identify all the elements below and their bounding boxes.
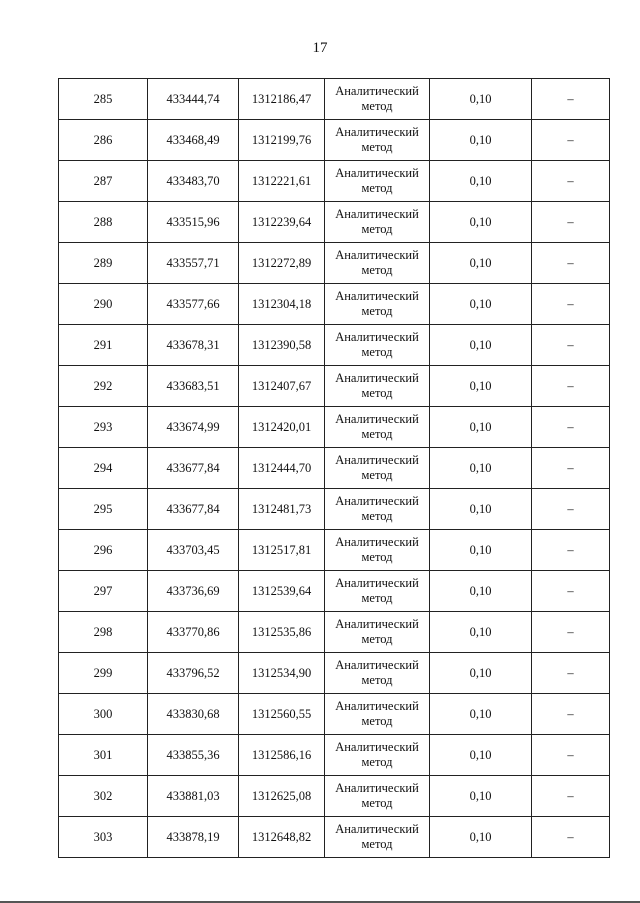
y-coordinate-cell: 1312239,64 <box>239 202 325 243</box>
point-number-cell: 287 <box>59 161 148 202</box>
method-line-1: Аналитический <box>335 207 419 221</box>
accuracy-cell: 0,10 <box>430 325 532 366</box>
table-row <box>59 325 610 366</box>
accuracy-cell: 0,10 <box>430 284 532 325</box>
point-number-cell: 290 <box>59 284 148 325</box>
method-cell <box>325 817 430 858</box>
method-line-2: метод <box>361 181 393 195</box>
method-line-2: метод <box>361 673 393 687</box>
x-coordinate-cell: 433468,49 <box>148 120 239 161</box>
table-row <box>59 653 610 694</box>
x-coordinate-cell: 433444,74 <box>148 79 239 120</box>
method-line-1: Аналитический <box>335 166 419 180</box>
coordinates-table-body <box>59 79 610 858</box>
method-line-2: метод <box>361 509 393 523</box>
point-number-cell: 286 <box>59 120 148 161</box>
accuracy-cell: 0,10 <box>430 653 532 694</box>
method-line-1: Аналитический <box>335 822 419 836</box>
table-row <box>59 612 610 653</box>
method-cell <box>325 407 430 448</box>
method-line-1: Аналитический <box>335 576 419 590</box>
table-row <box>59 161 610 202</box>
method-cell <box>325 571 430 612</box>
method-line-2: метод <box>361 263 393 277</box>
y-coordinate-cell: 1312586,16 <box>239 735 325 776</box>
coordinates-table <box>58 78 610 858</box>
table-row <box>59 243 610 284</box>
method-cell <box>325 243 430 284</box>
method-cell <box>325 776 430 817</box>
method-line-2: метод <box>361 468 393 482</box>
table-row <box>59 817 610 858</box>
x-coordinate-cell: 433674,99 <box>148 407 239 448</box>
y-coordinate-cell: 1312625,08 <box>239 776 325 817</box>
y-coordinate-cell: 1312539,64 <box>239 571 325 612</box>
point-number-cell: 294 <box>59 448 148 489</box>
y-coordinate-cell: 1312517,81 <box>239 530 325 571</box>
y-coordinate-cell: 1312407,67 <box>239 366 325 407</box>
method-cell <box>325 694 430 735</box>
x-coordinate-cell: 433770,86 <box>148 612 239 653</box>
point-number-cell: 296 <box>59 530 148 571</box>
y-coordinate-cell: 1312560,55 <box>239 694 325 735</box>
page-number: 17 <box>312 40 328 56</box>
method-cell <box>325 120 430 161</box>
method-cell <box>325 735 430 776</box>
note-cell: – <box>532 161 610 202</box>
method-cell <box>325 530 430 571</box>
method-line-1: Аналитический <box>335 781 419 795</box>
y-coordinate-cell: 1312390,58 <box>239 325 325 366</box>
x-coordinate-cell: 433830,68 <box>148 694 239 735</box>
point-number-cell: 298 <box>59 612 148 653</box>
y-coordinate-cell: 1312221,61 <box>239 161 325 202</box>
method-cell <box>325 161 430 202</box>
point-number-cell: 292 <box>59 366 148 407</box>
note-cell: – <box>532 366 610 407</box>
table-row <box>59 284 610 325</box>
accuracy-cell: 0,10 <box>430 776 532 817</box>
method-line-1: Аналитический <box>335 740 419 754</box>
note-cell: – <box>532 284 610 325</box>
table-row <box>59 776 610 817</box>
y-coordinate-cell: 1312304,18 <box>239 284 325 325</box>
method-line-2: метод <box>361 99 393 113</box>
method-line-2: метод <box>361 427 393 441</box>
method-line-2: метод <box>361 591 393 605</box>
note-cell: – <box>532 612 610 653</box>
method-line-1: Аналитический <box>335 453 419 467</box>
note-cell: – <box>532 489 610 530</box>
y-coordinate-cell: 1312534,90 <box>239 653 325 694</box>
method-cell <box>325 612 430 653</box>
accuracy-cell: 0,10 <box>430 243 532 284</box>
note-cell: – <box>532 694 610 735</box>
y-coordinate-cell: 1312481,73 <box>239 489 325 530</box>
x-coordinate-cell: 433703,45 <box>148 530 239 571</box>
point-number-cell: 299 <box>59 653 148 694</box>
table-row <box>59 694 610 735</box>
point-number-cell: 300 <box>59 694 148 735</box>
method-line-2: метод <box>361 140 393 154</box>
table-row <box>59 366 610 407</box>
x-coordinate-cell: 433683,51 <box>148 366 239 407</box>
method-line-1: Аналитический <box>335 371 419 385</box>
accuracy-cell: 0,10 <box>430 120 532 161</box>
x-coordinate-cell: 433736,69 <box>148 571 239 612</box>
note-cell: – <box>532 735 610 776</box>
accuracy-cell: 0,10 <box>430 448 532 489</box>
method-cell <box>325 366 430 407</box>
accuracy-cell: 0,10 <box>430 202 532 243</box>
note-cell: – <box>532 571 610 612</box>
note-cell: – <box>532 653 610 694</box>
x-coordinate-cell: 433577,66 <box>148 284 239 325</box>
accuracy-cell: 0,10 <box>430 366 532 407</box>
accuracy-cell: 0,10 <box>430 817 532 858</box>
y-coordinate-cell: 1312648,82 <box>239 817 325 858</box>
method-line-2: метод <box>361 345 393 359</box>
table-row <box>59 448 610 489</box>
table-row <box>59 735 610 776</box>
note-cell: – <box>532 243 610 284</box>
note-cell: – <box>532 407 610 448</box>
point-number-cell: 293 <box>59 407 148 448</box>
y-coordinate-cell: 1312444,70 <box>239 448 325 489</box>
accuracy-cell: 0,10 <box>430 161 532 202</box>
method-line-2: метод <box>361 755 393 769</box>
x-coordinate-cell: 433557,71 <box>148 243 239 284</box>
accuracy-cell: 0,10 <box>430 79 532 120</box>
method-line-2: метод <box>361 632 393 646</box>
method-cell <box>325 325 430 366</box>
x-coordinate-cell: 433881,03 <box>148 776 239 817</box>
point-number-cell: 303 <box>59 817 148 858</box>
method-line-1: Аналитический <box>335 125 419 139</box>
x-coordinate-cell: 433677,84 <box>148 489 239 530</box>
method-line-2: метод <box>361 550 393 564</box>
method-line-1: Аналитический <box>335 412 419 426</box>
accuracy-cell: 0,10 <box>430 735 532 776</box>
method-line-2: метод <box>361 386 393 400</box>
x-coordinate-cell: 433483,70 <box>148 161 239 202</box>
method-line-1: Аналитический <box>335 658 419 672</box>
point-number-cell: 301 <box>59 735 148 776</box>
note-cell: – <box>532 120 610 161</box>
note-cell: – <box>532 530 610 571</box>
y-coordinate-cell: 1312186,47 <box>239 79 325 120</box>
method-line-1: Аналитический <box>335 248 419 262</box>
table-row <box>59 489 610 530</box>
note-cell: – <box>532 79 610 120</box>
table-row <box>59 79 610 120</box>
method-cell <box>325 653 430 694</box>
method-line-1: Аналитический <box>335 84 419 98</box>
x-coordinate-cell: 433855,36 <box>148 735 239 776</box>
accuracy-cell: 0,10 <box>430 694 532 735</box>
x-coordinate-cell: 433515,96 <box>148 202 239 243</box>
x-coordinate-cell: 433878,19 <box>148 817 239 858</box>
y-coordinate-cell: 1312420,01 <box>239 407 325 448</box>
point-number-cell: 297 <box>59 571 148 612</box>
method-line-2: метод <box>361 796 393 810</box>
accuracy-cell: 0,10 <box>430 612 532 653</box>
x-coordinate-cell: 433796,52 <box>148 653 239 694</box>
method-line-2: метод <box>361 304 393 318</box>
table-row <box>59 571 610 612</box>
method-cell <box>325 202 430 243</box>
point-number-cell: 291 <box>59 325 148 366</box>
x-coordinate-cell: 433678,31 <box>148 325 239 366</box>
note-cell: – <box>532 202 610 243</box>
accuracy-cell: 0,10 <box>430 489 532 530</box>
point-number-cell: 289 <box>59 243 148 284</box>
method-line-1: Аналитический <box>335 617 419 631</box>
table-row <box>59 530 610 571</box>
note-cell: – <box>532 817 610 858</box>
note-cell: – <box>532 325 610 366</box>
method-cell <box>325 284 430 325</box>
accuracy-cell: 0,10 <box>430 407 532 448</box>
method-line-1: Аналитический <box>335 494 419 508</box>
point-number-cell: 288 <box>59 202 148 243</box>
point-number-cell: 285 <box>59 79 148 120</box>
x-coordinate-cell: 433677,84 <box>148 448 239 489</box>
table-row <box>59 202 610 243</box>
method-line-1: Аналитический <box>335 289 419 303</box>
method-cell <box>325 489 430 530</box>
method-line-1: Аналитический <box>335 699 419 713</box>
note-cell: – <box>532 776 610 817</box>
y-coordinate-cell: 1312535,86 <box>239 612 325 653</box>
method-cell <box>325 448 430 489</box>
y-coordinate-cell: 1312199,76 <box>239 120 325 161</box>
method-line-1: Аналитический <box>335 330 419 344</box>
method-line-2: метод <box>361 222 393 236</box>
point-number-cell: 302 <box>59 776 148 817</box>
point-number-cell: 295 <box>59 489 148 530</box>
accuracy-cell: 0,10 <box>430 530 532 571</box>
note-cell: – <box>532 448 610 489</box>
y-coordinate-cell: 1312272,89 <box>239 243 325 284</box>
method-line-2: метод <box>361 714 393 728</box>
method-line-2: метод <box>361 837 393 851</box>
accuracy-cell: 0,10 <box>430 571 532 612</box>
table-row <box>59 407 610 448</box>
method-line-1: Аналитический <box>335 535 419 549</box>
table-row <box>59 120 610 161</box>
method-cell <box>325 79 430 120</box>
